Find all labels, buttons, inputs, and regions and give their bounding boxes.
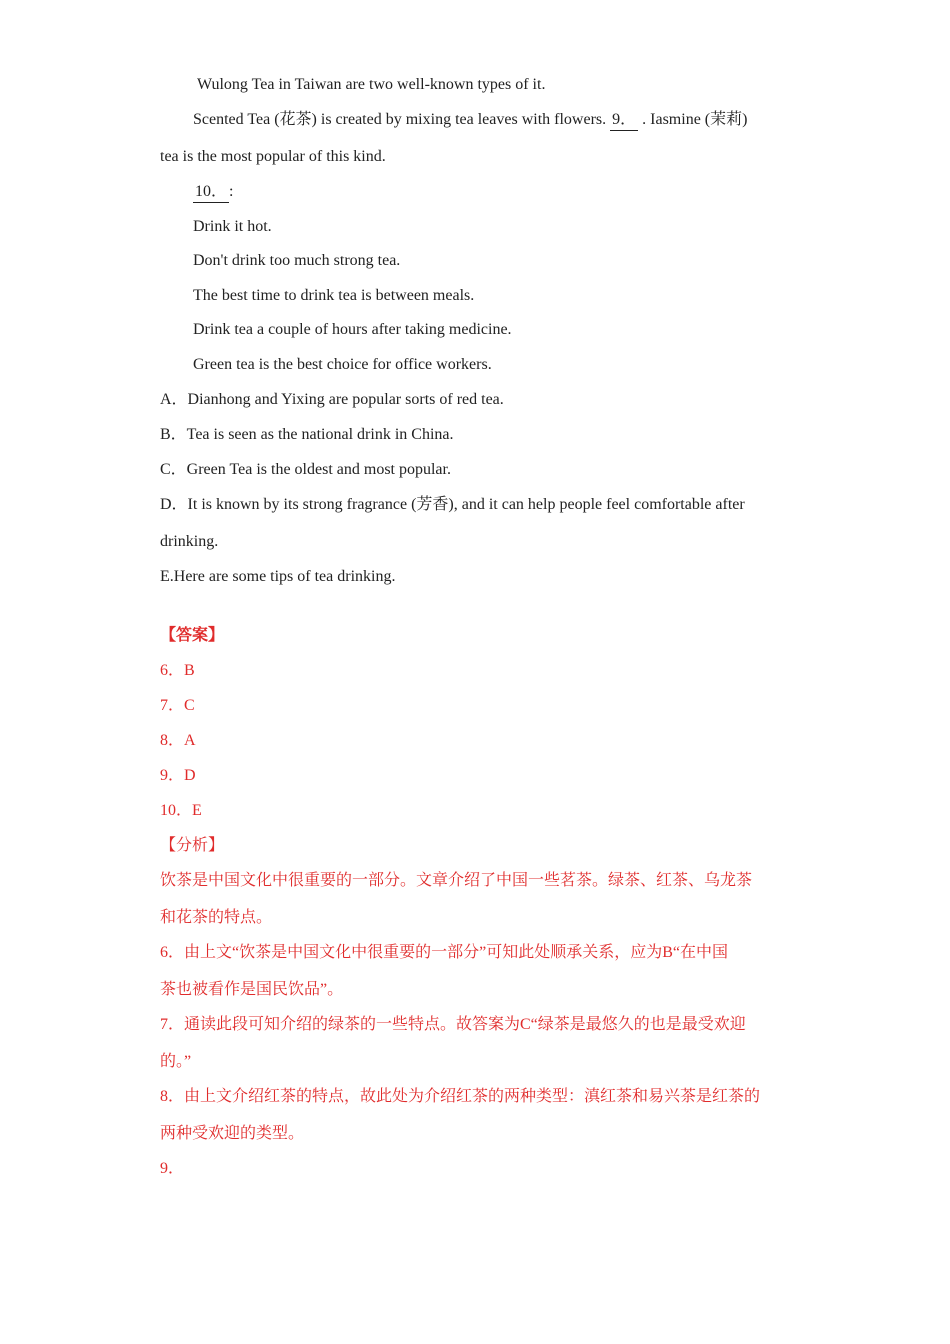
analysis-summary-cont: 和花茶的特点。 [160,909,273,926]
passage-line-blank10 [193,182,233,203]
analysis-q8: 8．由上文介绍红茶的特点，故此处为介绍红茶的两种类型：滇红茶和易兴茶是红茶的 [160,1088,761,1105]
tip-item: Don't drink too much strong tea. [193,252,401,269]
answer-item: 10．E [160,802,202,819]
analysis-summary: 饮茶是中国文化中很重要的一部分。文章介绍了中国一些茗茶。绿茶、红茶、乌龙茶 [160,872,753,889]
tip-item: The best time to drink tea is between meals. [193,287,475,304]
option-b: B．Tea is seen as the national drink in China. [160,426,454,443]
analysis-q7-cont: 的。” [160,1053,192,1070]
option-e: E.Here are some tips of tea drinking. [160,568,396,585]
passage-line-scented [193,110,747,131]
answer-item: 7．C [160,697,195,714]
scented-text-after: . Iasmine (茉莉) [642,111,748,128]
option-d-cont: drinking. [160,533,219,550]
analysis-heading: 【分析】 [160,837,225,854]
tip-item: Green tea is the best choice for office workers. [193,356,492,373]
answer-item: 9．D [160,767,196,784]
passage-line-wulong: Wulong Tea in Taiwan are two well-known types of it. [197,76,546,93]
scented-text: Scented Tea (花茶) is created by mixing tea leaves with flowers. [193,111,607,128]
option-d: D．It is known by its strong fragrance (芳香), and it can help people feel comfortable after [160,496,745,513]
tip-item: Drink tea a couple of hours after taking medicine. [193,321,512,338]
analysis-q6-cont: 茶也被看作是国民饮品”。 [160,981,344,998]
analysis-q8-cont: 两种受欢迎的类型。 [160,1125,305,1142]
blank-10-suffix: : [229,183,234,200]
answer-item: 6．B [160,662,195,679]
option-a: A．Dianhong and Yixing are popular sorts of red tea. [160,391,504,408]
blank-9: 9． [610,110,638,131]
option-c: C．Green Tea is the oldest and most popular. [160,461,451,478]
analysis-q7: 7．通读此段可知介绍的绿茶的一些特点。故答案为C“绿茶是最悠久的也是最受欢迎 [160,1016,746,1033]
analysis-q6: 6．由上文“饮茶是中国文化中很重要的一部分”可知此处顺承关系，应为B“在中国 [160,944,728,961]
analysis-q9: 9． [160,1160,185,1177]
blank-10: 10． [193,182,229,203]
answer-item: 8．A [160,732,196,749]
passage-line-scented-cont: tea is the most popular of this kind. [160,148,386,165]
tip-item: Drink it hot. [193,218,272,235]
answer-heading: 【答案】 [160,627,225,644]
